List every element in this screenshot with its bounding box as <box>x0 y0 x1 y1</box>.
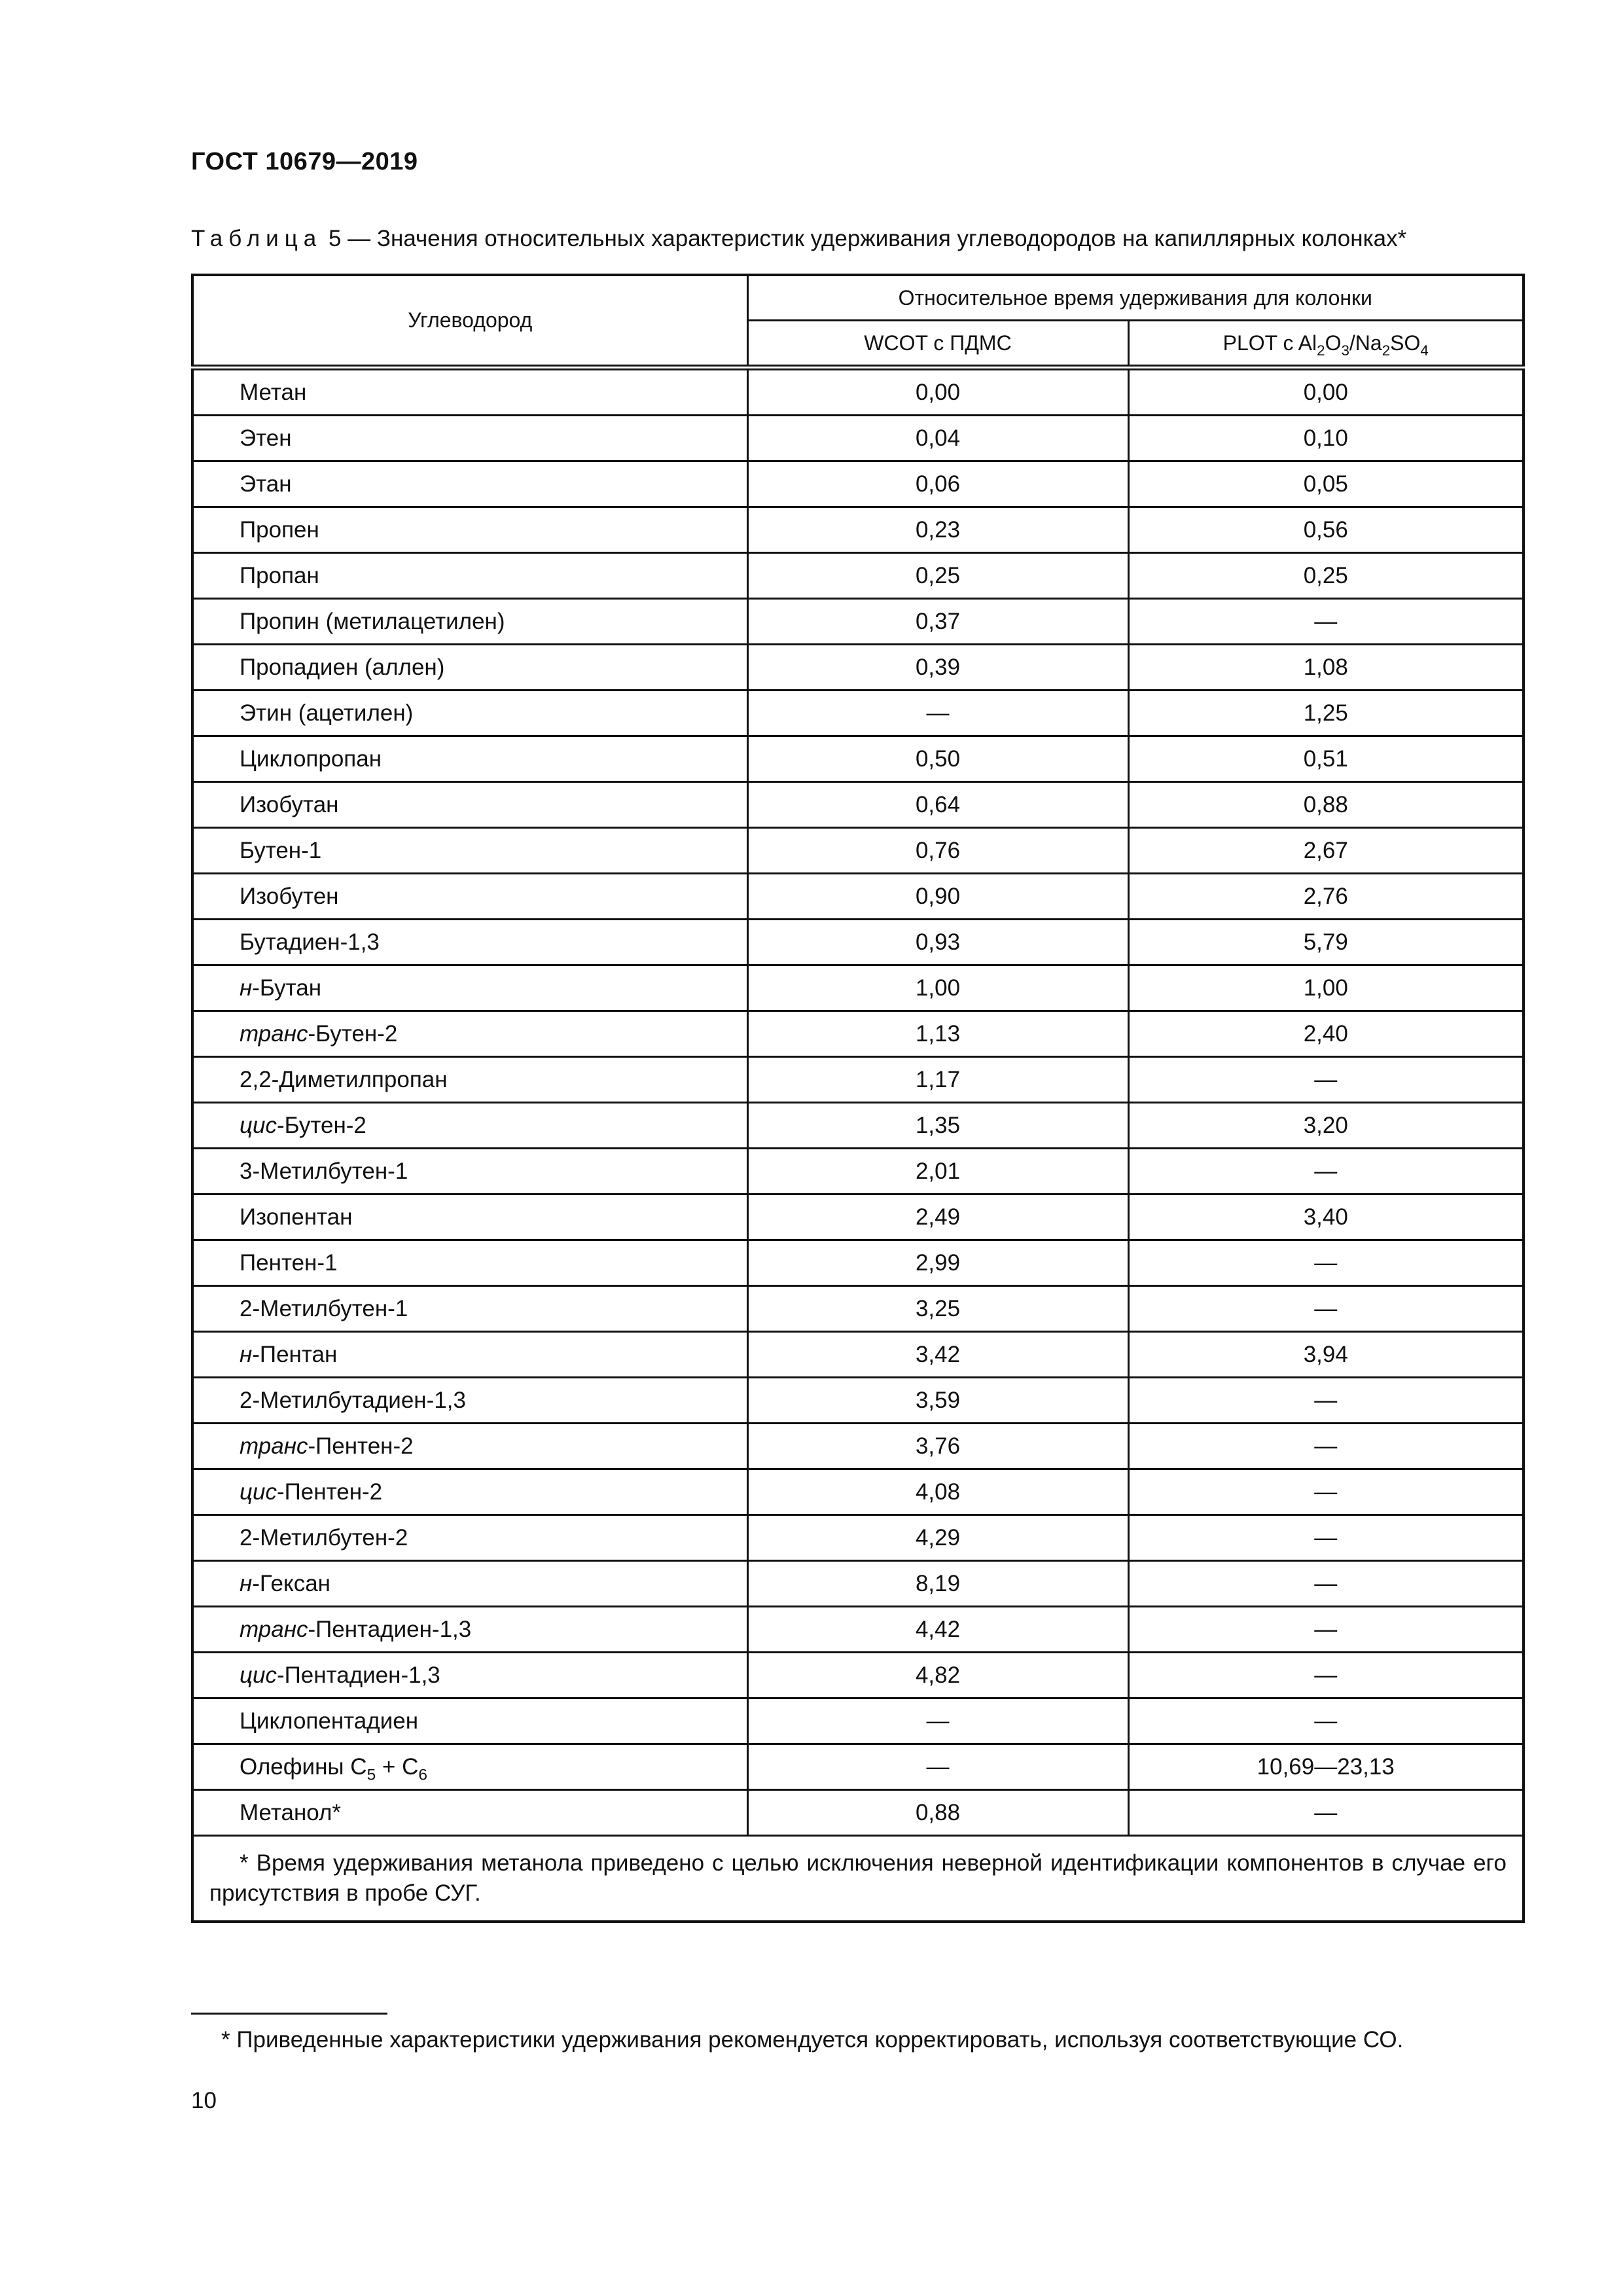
plot-value: 0,56 <box>1128 507 1524 553</box>
wcot-value: 0,23 <box>747 507 1128 553</box>
plot-value: 2,40 <box>1128 1011 1524 1057</box>
header-retention-group: Относительное время удерживания для колонки <box>747 275 1524 321</box>
table-note: * Время удерживания метанола приведено с целью исключения неверной идентификации компонентов в случае его присутствия в пробе СУГ. <box>192 1836 1524 1922</box>
plot-value: 0,10 <box>1128 416 1524 461</box>
plot-value: 0,05 <box>1128 461 1524 507</box>
hydrocarbon-name: цис-Пентадиен-1,3 <box>192 1653 747 1698</box>
table-row <box>192 1057 1524 1103</box>
plot-value: — <box>1128 1149 1524 1194</box>
table-row <box>192 1378 1524 1424</box>
hydrocarbon-name: Циклопентадиен <box>192 1698 747 1744</box>
hydrocarbon-name: цис-Пентен-2 <box>192 1469 747 1515</box>
document-header: ГОСТ 10679—2019 <box>191 148 418 175</box>
wcot-value: 2,49 <box>747 1194 1128 1240</box>
hydrocarbon-name: Олефины $С_5 + С_6$ <box>192 1744 747 1790</box>
plot-value: 0,51 <box>1128 736 1524 782</box>
plot-value: — <box>1128 1561 1524 1607</box>
plot-value: — <box>1128 1790 1524 1836</box>
retention-table <box>191 274 1525 1923</box>
wcot-value: 3,42 <box>747 1332 1128 1378</box>
table-row <box>192 1515 1524 1561</box>
table-row-methanol <box>192 1790 1524 1836</box>
hydrocarbon-name: 2-Метилбутадиен-1,3 <box>192 1378 747 1424</box>
hydrocarbon-name: Пропин (метилацетилен) <box>192 599 747 645</box>
hydrocarbon-name: транс-Пентадиен-1,3 <box>192 1607 747 1653</box>
hydrocarbon-name: 3-Метилбутен-1 <box>192 1149 747 1194</box>
table-row <box>192 920 1524 965</box>
table-row <box>192 1149 1524 1194</box>
plot-value: 0,88 <box>1128 782 1524 828</box>
plot-value: — <box>1128 1424 1524 1469</box>
table-row <box>192 1469 1524 1515</box>
hydrocarbon-name: Пропан <box>192 553 747 599</box>
hydrocarbon-name: Бутадиен-1,3 <box>192 920 747 965</box>
hydrocarbon-name: 2-Метилбутен-1 <box>192 1286 747 1332</box>
hydrocarbon-name: н-Гексан <box>192 1561 747 1607</box>
table-row <box>192 874 1524 920</box>
wcot-value: 0,90 <box>747 874 1128 920</box>
plot-value: — <box>1128 1469 1524 1515</box>
header-hydrocarbon: Углеводород <box>192 275 747 368</box>
table-row <box>192 645 1524 691</box>
hydrocarbon-name: н-Пентан <box>192 1332 747 1378</box>
wcot-value: — <box>747 1698 1128 1744</box>
table-row <box>192 1607 1524 1653</box>
wcot-value: 3,59 <box>747 1378 1128 1424</box>
wcot-value: 0,64 <box>747 782 1128 828</box>
table-row <box>192 965 1524 1011</box>
wcot-value: — <box>747 691 1128 736</box>
plot-value: 3,20 <box>1128 1103 1524 1149</box>
footnote-separator <box>191 2013 387 2015</box>
hydrocarbon-name: Изобутен <box>192 874 747 920</box>
table-row <box>192 507 1524 553</box>
wcot-value: 4,42 <box>747 1607 1128 1653</box>
table-row <box>192 1286 1524 1332</box>
table-row <box>192 736 1524 782</box>
wcot-value: 0,06 <box>747 461 1128 507</box>
hydrocarbon-name: транс-Пентен-2 <box>192 1424 747 1469</box>
table-row <box>192 1698 1524 1744</box>
wcot-value: 1,00 <box>747 965 1128 1011</box>
hydrocarbon-name: Пропен <box>192 507 747 553</box>
table-row <box>192 1103 1524 1149</box>
plot-value: 0,25 <box>1128 553 1524 599</box>
wcot-value: 0,00 <box>747 368 1128 416</box>
hydrocarbon-name: Пропадиен (аллен) <box>192 645 747 691</box>
plot-value: 2,76 <box>1128 874 1524 920</box>
table-row <box>192 828 1524 874</box>
header-plot: PLOT c $Al_2O_3/Na_2SO_4$ <box>1128 321 1524 368</box>
wcot-value: 2,99 <box>747 1240 1128 1286</box>
plot-value: 1,08 <box>1128 645 1524 691</box>
hydrocarbon-name: Этен <box>192 416 747 461</box>
hydrocarbon-name: Метанол* <box>192 1790 747 1836</box>
hydrocarbon-name: 2,2-Диметилпропан <box>192 1057 747 1103</box>
hydrocarbon-name: Изопентан <box>192 1194 747 1240</box>
plot-value: 3,40 <box>1128 1194 1524 1240</box>
hydrocarbon-name: Этан <box>192 461 747 507</box>
wcot-value: 1,13 <box>747 1011 1128 1057</box>
plot-value: 5,79 <box>1128 920 1524 965</box>
hydrocarbon-name: Изобутан <box>192 782 747 828</box>
plot-value: 10,69—23,13 <box>1128 1744 1524 1790</box>
wcot-value: 8,19 <box>747 1561 1128 1607</box>
wcot-value: 1,35 <box>747 1103 1128 1149</box>
wcot-value: 0,04 <box>747 416 1128 461</box>
plot-value: 0,00 <box>1128 368 1524 416</box>
header-wcot: WCOT с ПДМС <box>747 321 1128 368</box>
hydrocarbon-name: Пентен-1 <box>192 1240 747 1286</box>
table-caption-text: 5 — Значения относительных характеристик удерживания углеводородов на капиллярных колонках* <box>322 226 1407 251</box>
table-row <box>192 691 1524 736</box>
table-row-olefins <box>192 1744 1524 1790</box>
plot-value: — <box>1128 1378 1524 1424</box>
hydrocarbon-name: 2-Метилбутен-2 <box>192 1515 747 1561</box>
page-number: 10 <box>191 2088 217 2113</box>
hydrocarbon-name: Бутен-1 <box>192 828 747 874</box>
wcot-value: 0,39 <box>747 645 1128 691</box>
hydrocarbon-name: Этин (ацетилен) <box>192 691 747 736</box>
table-row <box>192 1332 1524 1378</box>
wcot-value: 1,17 <box>747 1057 1128 1103</box>
hydrocarbon-name: н-Бутан <box>192 965 747 1011</box>
plot-value: — <box>1128 1240 1524 1286</box>
table-caption-label: Таблица <box>191 226 323 251</box>
table-row <box>192 368 1524 416</box>
plot-value: — <box>1128 599 1524 645</box>
hydrocarbon-name: цис-Бутен-2 <box>192 1103 747 1149</box>
plot-value: — <box>1128 1286 1524 1332</box>
hydrocarbon-name: транс-Бутен-2 <box>192 1011 747 1057</box>
wcot-value: 4,29 <box>747 1515 1128 1561</box>
plot-value: 1,25 <box>1128 691 1524 736</box>
plot-value: 1,00 <box>1128 965 1524 1011</box>
table-row <box>192 553 1524 599</box>
table-row <box>192 1011 1524 1057</box>
table-row <box>192 1194 1524 1240</box>
plot-value: — <box>1128 1653 1524 1698</box>
page-footnote: * Приведенные характеристики удерживания рекомендуется корректировать, используя соответствующие СО. <box>221 2027 1404 2053</box>
wcot-value: 3,25 <box>747 1286 1128 1332</box>
wcot-value: 4,08 <box>747 1469 1128 1515</box>
table-header-row <box>192 275 1524 321</box>
plot-value: — <box>1128 1698 1524 1744</box>
table-caption <box>191 226 1520 252</box>
wcot-value: 0,50 <box>747 736 1128 782</box>
hydrocarbon-name: Циклопропан <box>192 736 747 782</box>
plot-value: 3,94 <box>1128 1332 1524 1378</box>
table-row <box>192 1424 1524 1469</box>
plot-value: — <box>1128 1607 1524 1653</box>
table-row <box>192 1240 1524 1286</box>
wcot-value: 3,76 <box>747 1424 1128 1469</box>
table-row <box>192 782 1524 828</box>
table-row <box>192 1653 1524 1698</box>
hydrocarbon-name: Метан <box>192 368 747 416</box>
wcot-value: 2,01 <box>747 1149 1128 1194</box>
plot-value: — <box>1128 1057 1524 1103</box>
wcot-value: 0,88 <box>747 1790 1128 1836</box>
table-row <box>192 1561 1524 1607</box>
wcot-value: 0,37 <box>747 599 1128 645</box>
wcot-value: 0,25 <box>747 553 1128 599</box>
wcot-value: — <box>747 1744 1128 1790</box>
table-row <box>192 599 1524 645</box>
wcot-value: 0,76 <box>747 828 1128 874</box>
wcot-value: 4,82 <box>747 1653 1128 1698</box>
plot-value: 2,67 <box>1128 828 1524 874</box>
wcot-value: 0,93 <box>747 920 1128 965</box>
table-row <box>192 416 1524 461</box>
table-row <box>192 461 1524 507</box>
plot-value: — <box>1128 1515 1524 1561</box>
table-note-row <box>192 1836 1524 1922</box>
